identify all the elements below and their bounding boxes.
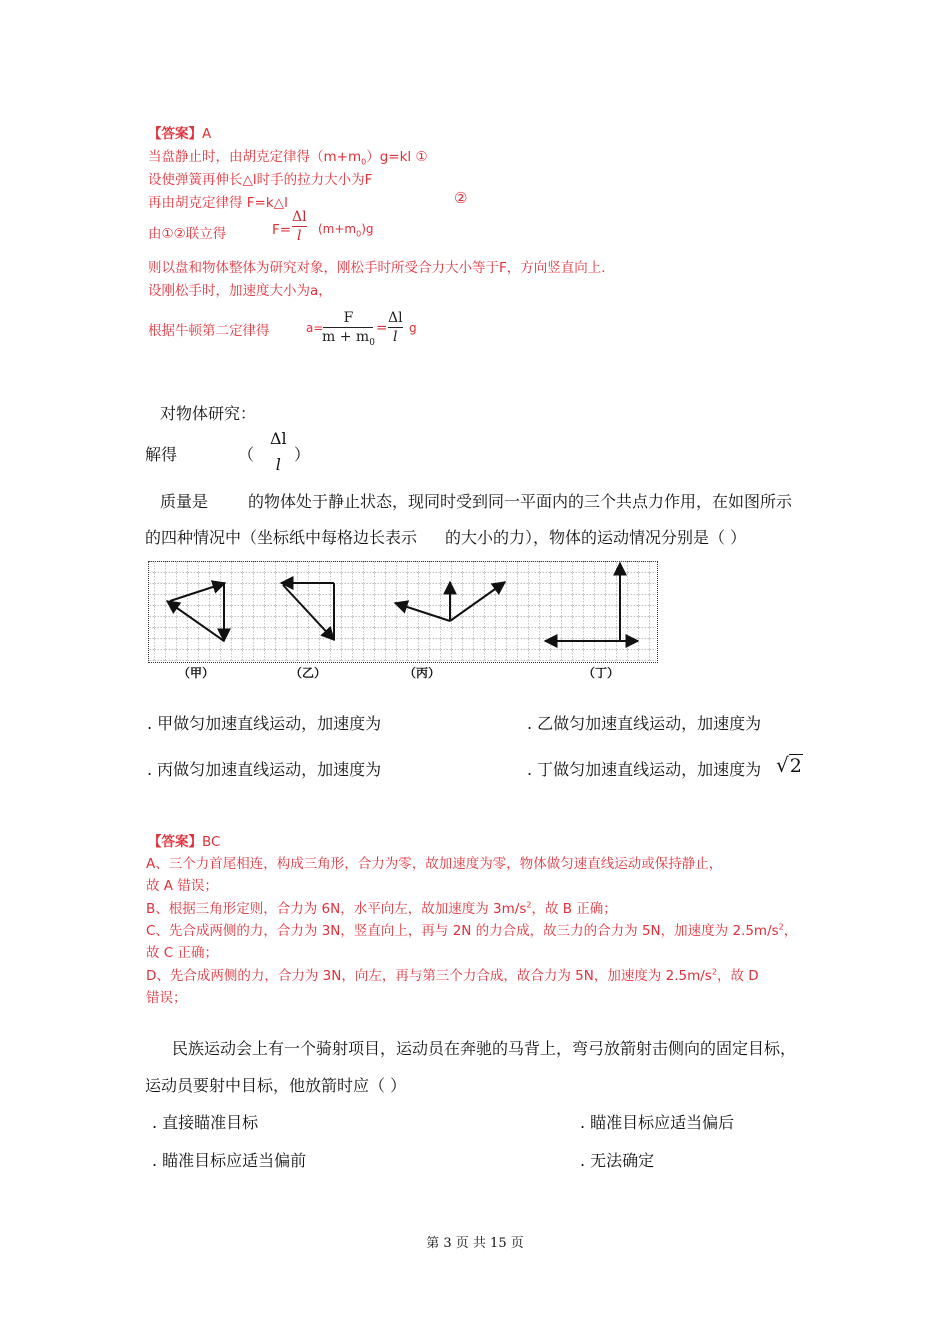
answer1-line4-tail: $(m+m_0)g$ — [318, 222, 374, 239]
answer1-line7-fraction2: Δl l — [388, 310, 403, 345]
figure-label-ding: （丁） — [583, 666, 620, 680]
answer2-b1: B、根据三角形定则，合力为 6N，水平向左，故加速度为 $3m/s^2$，故 B 正确； — [146, 900, 617, 917]
option3-c[interactable]: . 瞄准目标应适当偏前 — [152, 1151, 307, 1170]
question2-line1: 质量是 的物体处于静止状态，现同时受到同一平面内的三个共点力作用，在如图所示 — [160, 492, 793, 511]
answer2-a1: A、三个力首尾相连，构成三角形，合力为零，故加速度为零，物体做匀速直线运动或保持静止， — [146, 856, 723, 872]
solve-close-paren: ） — [294, 445, 311, 464]
figure-label-bing: （丙） — [404, 666, 441, 680]
object-study-text: 对物体研究： — [160, 404, 257, 423]
answer-value: A — [202, 126, 212, 142]
answer1-line7-fraction1: F $m + m_0$ — [322, 310, 375, 348]
answer1-line4-eq: F= — [272, 222, 292, 238]
page-footer: 第 3 页 共 15 页 — [426, 1236, 524, 1251]
answer2-header — [148, 830, 220, 850]
option3-d[interactable]: . 无法确定 — [580, 1151, 655, 1170]
question2-line2: 的四种情况中（坐标纸中每格边长表示 的大小的力），物体的运动情况分别是（ ） — [145, 528, 747, 547]
answer1-line7: 根据牛顿第二定律得 — [148, 323, 270, 339]
option2-a[interactable]: . 甲做匀加速直线运动，加速度为 — [147, 714, 382, 733]
answer2-c1: C、先合成两侧的力，合力为 3N，竖直向上，再与 2N 的力合成，故三力的合力为 5N，加速度为 $2.5m/s^2$， — [146, 922, 798, 939]
figure-label-yi: （乙） — [290, 666, 327, 680]
solve-fraction: Δl l — [270, 429, 287, 474]
option2-d[interactable]: . 丁做匀加速直线运动，加速度为 — [527, 760, 762, 779]
answer1-line1: 当盘静止时，由胡克定律得$(m+m_0)g=kl$ ① — [148, 149, 428, 167]
answer1-line2: 设使弹簧再伸长△l时手的拉力大小为F — [148, 172, 373, 188]
answer2-a2: 故 A 错误； — [146, 878, 218, 894]
answer-value: BC — [202, 834, 221, 850]
answer-label: 【答案】 — [148, 834, 202, 850]
answer1-line4: 由①②联立得 — [148, 226, 227, 242]
answer1-line7-tail: g — [409, 321, 417, 335]
answer1-line3: 再由胡克定律得 F=k△l — [148, 195, 288, 211]
sqrt-expression: √2 — [776, 753, 802, 777]
answer-label: 【答案】 — [148, 126, 202, 142]
option2-c[interactable]: . 丙做匀加速直线运动，加速度为 — [147, 760, 382, 779]
answer2-c2: 故 C 正确； — [146, 945, 219, 961]
answer2-d2: 错误； — [146, 990, 187, 1006]
answer1-line7-eq2: = — [376, 320, 388, 336]
figure-label-jia: （甲） — [178, 666, 215, 680]
answer1-line4-fraction: Δl l — [292, 209, 307, 244]
answer1-line6: 设刚松手时，加速度大小为a， — [148, 283, 332, 299]
answer1-line7-eq: a= — [306, 321, 324, 335]
answer2-d1: D、先合成两侧的力，合力为 3N，向左，再与第三个力合成，故合力为 5N，加速度为 $2.5m/s^2$，故 D — [146, 967, 759, 984]
solve-open-paren: （ — [238, 445, 255, 464]
question3-line2: 运动员要射中目标，他放箭时应（ ） — [145, 1076, 407, 1095]
answer1-line3-mark: ② — [454, 189, 468, 207]
solve-label: 解得 — [145, 445, 178, 464]
option3-b[interactable]: . 瞄准目标应适当偏后 — [580, 1113, 735, 1132]
option2-b[interactable]: . 乙做匀加速直线运动，加速度为 — [527, 714, 762, 733]
question3-line1: 民族运动会上有一个骑射项目，运动员在奔驰的马背上，弯弓放箭射击侧向的固定目标， — [172, 1039, 797, 1058]
answer1-line5: 则以盘和物体整体为研究对象，刚松手时所受合力大小等于F，方向竖直向上. — [148, 260, 606, 276]
option3-a[interactable]: . 直接瞄准目标 — [152, 1113, 259, 1132]
